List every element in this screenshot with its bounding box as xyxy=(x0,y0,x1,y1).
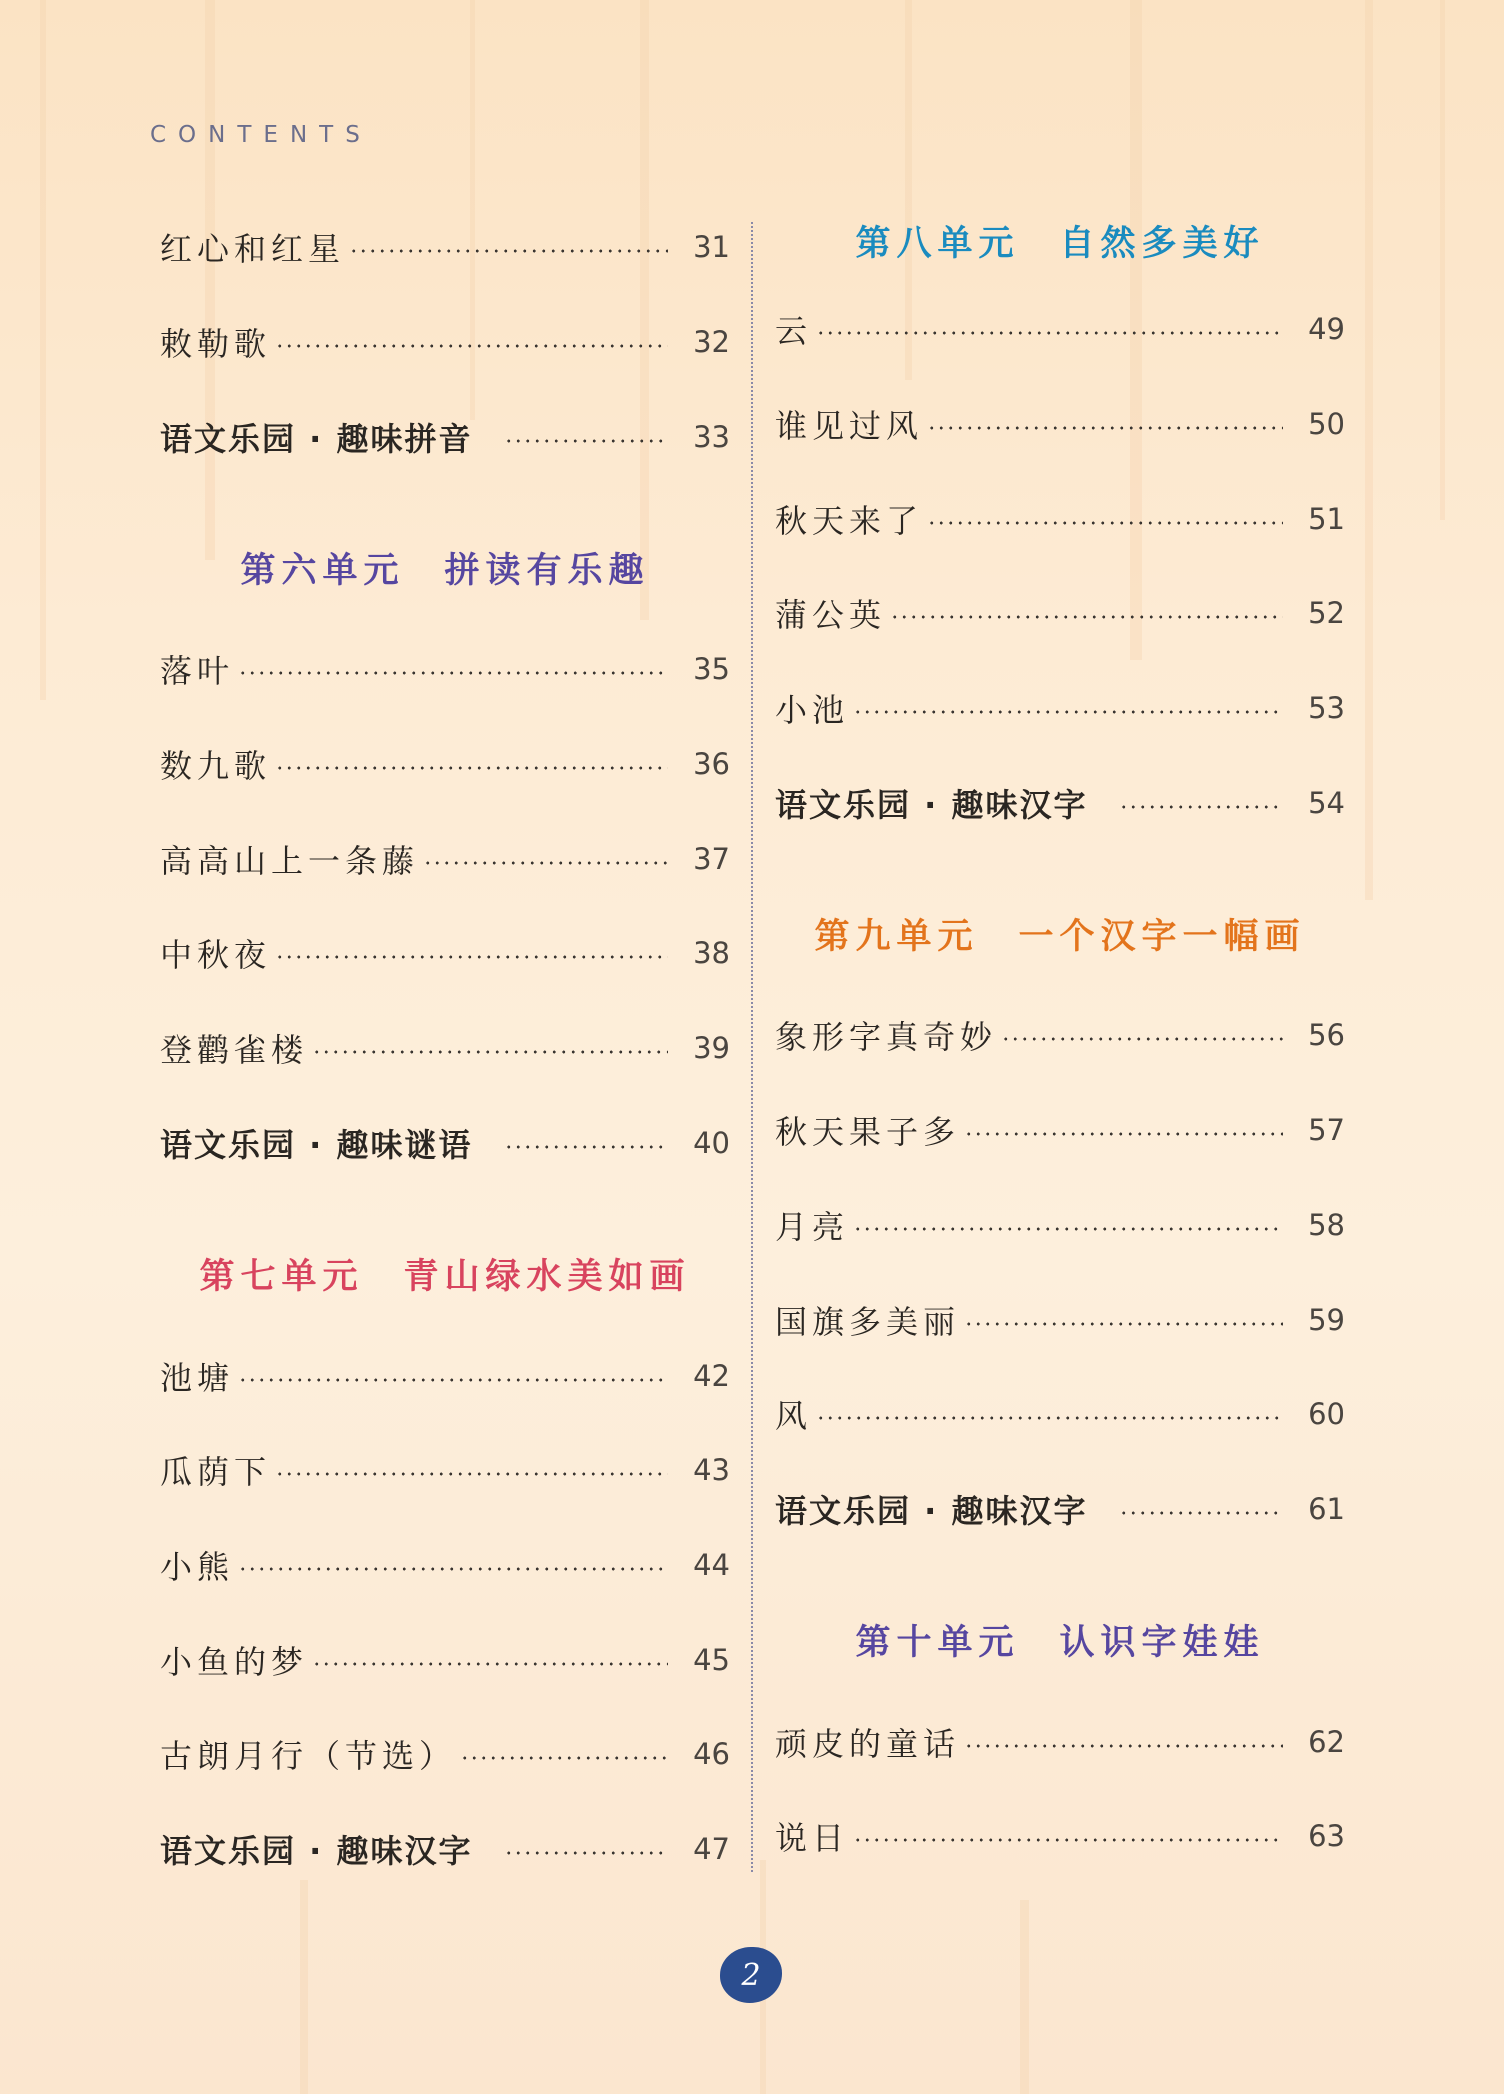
dot-leader xyxy=(423,861,668,865)
dot-leader xyxy=(275,1472,668,1476)
unit8-heading xyxy=(775,200,1345,282)
dot-leader xyxy=(816,1416,1283,1420)
dot-leader xyxy=(504,1851,668,1855)
entry-title: 语文乐园 · 趣味汉字 xyxy=(775,1491,1088,1530)
unit-label: 第十单元 xyxy=(855,1622,1020,1664)
dot-leader xyxy=(275,766,668,770)
entry-page: 58 xyxy=(1308,1207,1345,1242)
dot-leader xyxy=(238,1378,668,1382)
toc-entry[interactable] xyxy=(775,1178,1345,1273)
entry-page: 62 xyxy=(1308,1724,1345,1759)
entry-page: 59 xyxy=(1308,1302,1345,1337)
unit6-heading xyxy=(160,514,730,622)
unit-theme: 自然多美好 xyxy=(1059,223,1265,264)
toc-entry[interactable] xyxy=(160,1001,730,1096)
dot-leader xyxy=(460,1756,668,1760)
entry-title: 古朗月行（节选） xyxy=(160,1737,457,1776)
unit-theme: 拼读有乐趣 xyxy=(444,550,650,592)
toc-entry-garden[interactable] xyxy=(160,389,730,484)
dot-leader xyxy=(312,1050,668,1054)
entry-page: 45 xyxy=(693,1642,730,1677)
page-number-badge: 2 xyxy=(720,1947,782,2003)
dot-leader xyxy=(890,615,1283,619)
unit10-heading xyxy=(775,1586,1345,1694)
dot-leader xyxy=(853,710,1283,714)
entry-page: 50 xyxy=(1308,407,1345,442)
entry-title: 秋天果子多 xyxy=(775,1113,961,1152)
entry-page: 56 xyxy=(1308,1018,1345,1053)
dot-leader xyxy=(927,426,1283,430)
entry-title: 象形字真奇妙 xyxy=(775,1018,998,1057)
entry-title: 语文乐园 · 趣味谜语 xyxy=(160,1125,473,1164)
dot-leader xyxy=(1119,1511,1283,1515)
dot-leader xyxy=(349,249,668,253)
dot-leader xyxy=(964,1322,1283,1326)
toc-entry[interactable] xyxy=(775,566,1345,661)
entry-title: 蒲公英 xyxy=(775,596,887,635)
entry-page: 44 xyxy=(693,1547,730,1582)
entry-title: 云 xyxy=(775,312,813,351)
entry-page: 60 xyxy=(1308,1397,1345,1432)
toc-entry[interactable] xyxy=(160,811,730,906)
entry-title: 高高山上一条藤 xyxy=(160,841,420,880)
dot-leader xyxy=(964,1744,1283,1748)
toc-entry-garden[interactable] xyxy=(775,755,1345,850)
entry-page: 63 xyxy=(1308,1819,1345,1854)
dot-leader xyxy=(312,1662,668,1666)
toc-entry[interactable] xyxy=(775,471,1345,566)
entry-page: 42 xyxy=(693,1358,730,1393)
entry-page: 61 xyxy=(1308,1491,1345,1526)
entry-page: 36 xyxy=(693,747,730,782)
unit-theme: 一个汉字一幅画 xyxy=(1018,916,1306,958)
unit9-heading xyxy=(775,880,1345,988)
toc-entry[interactable] xyxy=(160,1328,730,1423)
entry-page: 31 xyxy=(693,230,730,265)
entry-title: 语文乐园 · 趣味汉字 xyxy=(160,1831,473,1870)
right-column xyxy=(775,200,1345,1884)
toc-entry[interactable] xyxy=(160,295,730,390)
dot-leader xyxy=(504,1145,668,1149)
column-divider xyxy=(751,222,753,1872)
dot-leader xyxy=(238,1567,668,1571)
entry-title: 小熊 xyxy=(160,1547,235,1586)
unit-label: 第七单元 xyxy=(199,1256,364,1298)
entry-page: 35 xyxy=(693,652,730,687)
entry-title: 数九歌 xyxy=(160,747,272,786)
dot-leader xyxy=(964,1132,1283,1136)
toc-entry[interactable] xyxy=(775,1272,1345,1367)
entry-title: 小池 xyxy=(775,691,850,730)
contents-heading: CONTENTS xyxy=(150,122,372,148)
entry-title: 谁见过风 xyxy=(775,407,924,446)
toc-entry[interactable] xyxy=(160,1423,730,1518)
dot-leader xyxy=(1119,805,1283,809)
toc-entry[interactable] xyxy=(775,1789,1345,1884)
toc-entry-garden[interactable] xyxy=(160,1096,730,1191)
entry-title: 秋天来了 xyxy=(775,501,924,540)
unit-label: 第八单元 xyxy=(855,223,1020,264)
dot-leader xyxy=(275,955,668,959)
unit-label: 第九单元 xyxy=(814,916,979,958)
entry-page: 54 xyxy=(1308,785,1345,820)
entry-page: 51 xyxy=(1308,501,1345,536)
toc-entry[interactable] xyxy=(160,622,730,717)
entry-title: 敕勒歌 xyxy=(160,325,272,364)
left-column xyxy=(160,200,730,1896)
entry-title: 语文乐园 · 趣味拼音 xyxy=(160,419,473,458)
entry-title: 小鱼的梦 xyxy=(160,1642,309,1681)
entry-page: 38 xyxy=(693,936,730,971)
dot-leader xyxy=(853,1227,1283,1231)
toc-entry[interactable] xyxy=(160,1612,730,1707)
unit7-heading xyxy=(160,1220,730,1328)
entry-page: 47 xyxy=(693,1831,730,1866)
entry-page: 52 xyxy=(1308,596,1345,631)
entry-page: 53 xyxy=(1308,691,1345,726)
entry-title: 顽皮的童话 xyxy=(775,1724,961,1763)
toc-entry[interactable] xyxy=(775,661,1345,756)
entry-page: 40 xyxy=(693,1125,730,1160)
dot-leader xyxy=(504,439,668,443)
entry-title: 池塘 xyxy=(160,1358,235,1397)
entry-title: 月亮 xyxy=(775,1207,850,1246)
toc-entry[interactable] xyxy=(160,1707,730,1802)
unit-theme: 青山绿水美如画 xyxy=(403,1256,691,1298)
toc-entry-garden[interactable] xyxy=(775,1462,1345,1557)
toc-entry[interactable] xyxy=(775,1694,1345,1789)
entry-page: 32 xyxy=(693,325,730,360)
toc-entry-garden[interactable] xyxy=(160,1802,730,1897)
dot-leader xyxy=(853,1838,1283,1842)
toc-entry[interactable] xyxy=(775,988,1345,1083)
unit-theme: 认识字娃娃 xyxy=(1059,1622,1265,1664)
toc-entry[interactable] xyxy=(160,717,730,812)
entry-title: 红心和红星 xyxy=(160,230,346,269)
toc-entry[interactable] xyxy=(160,200,730,295)
entry-page: 49 xyxy=(1308,312,1345,347)
toc-entry[interactable] xyxy=(160,906,730,1001)
unit-label: 第六单元 xyxy=(240,550,405,592)
entry-title: 中秋夜 xyxy=(160,936,272,975)
entry-title: 落叶 xyxy=(160,652,235,691)
dot-leader xyxy=(816,331,1283,335)
toc-entry[interactable] xyxy=(160,1518,730,1613)
entry-title: 瓜荫下 xyxy=(160,1453,272,1492)
entry-page: 37 xyxy=(693,841,730,876)
toc-entry[interactable] xyxy=(775,1367,1345,1462)
entry-page: 39 xyxy=(693,1031,730,1066)
toc-entry[interactable] xyxy=(775,377,1345,472)
entry-title: 登鹳雀楼 xyxy=(160,1031,309,1070)
entry-title: 说日 xyxy=(775,1819,850,1858)
dot-leader xyxy=(927,521,1283,525)
entry-title: 国旗多美丽 xyxy=(775,1302,961,1341)
dot-leader xyxy=(1001,1037,1283,1041)
toc-entry[interactable] xyxy=(775,1083,1345,1178)
entry-title: 风 xyxy=(775,1397,813,1436)
entry-page: 46 xyxy=(693,1737,730,1772)
entry-page: 43 xyxy=(693,1453,730,1488)
entry-page: 33 xyxy=(693,419,730,454)
toc-entry[interactable] xyxy=(775,282,1345,377)
dot-leader xyxy=(238,671,668,675)
entry-page: 57 xyxy=(1308,1113,1345,1148)
entry-title: 语文乐园 · 趣味汉字 xyxy=(775,785,1088,824)
dot-leader xyxy=(275,344,668,348)
